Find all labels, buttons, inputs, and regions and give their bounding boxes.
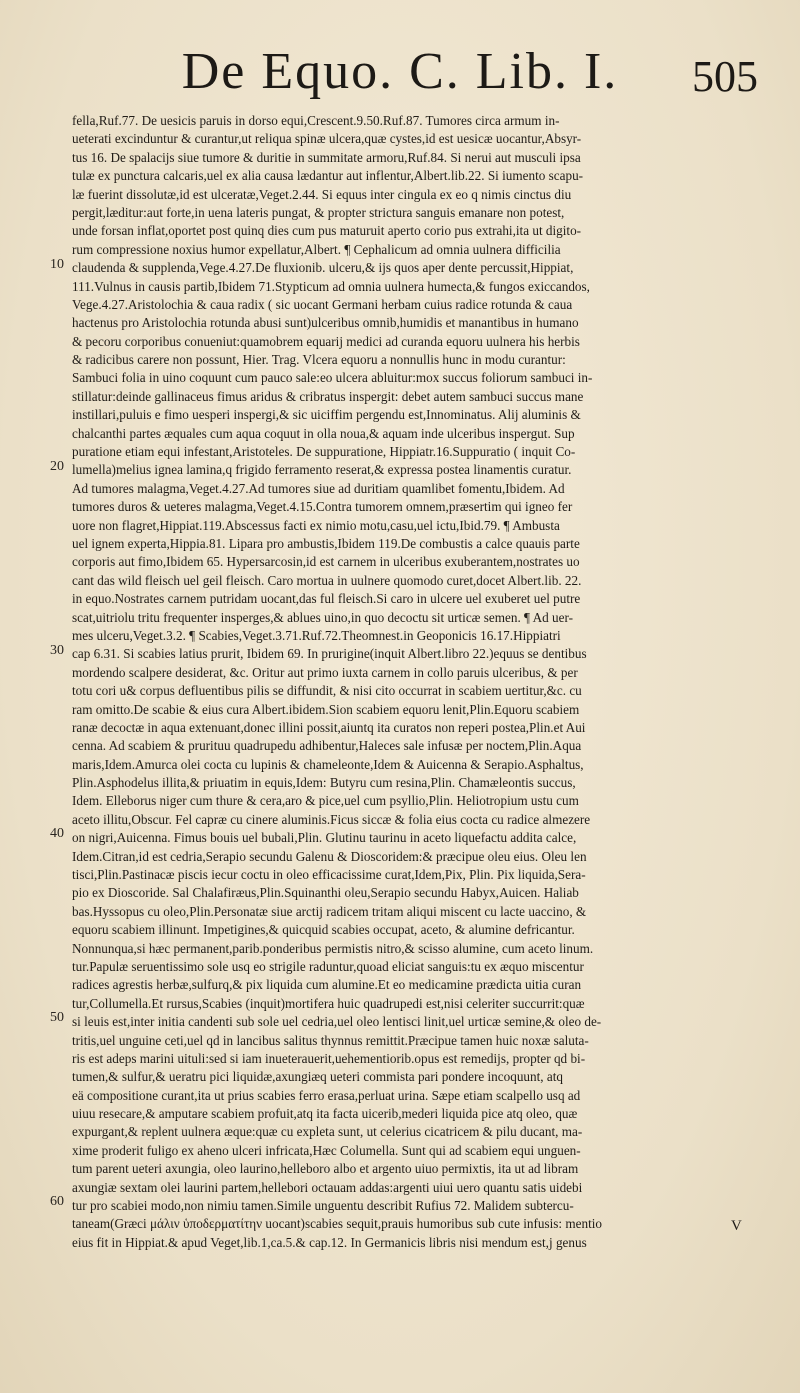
page-header <box>0 40 800 110</box>
text-line: mordendo scalpere desiderat, &c. Oritur aut primo iuxta carnem in collo paruis ulceribus, & per <box>72 664 578 680</box>
signature-mark: V <box>731 1218 742 1234</box>
text-line: & radicibus carere non possunt, Hier. Trag. Vlcera equoru a nonnullis hunc in modu curantur: <box>72 352 566 368</box>
text-line: chalcanthi partes æquales cum aqua coquut in olla noua,& aquam inde ulceribus inspergut. Sup <box>72 425 575 441</box>
line-number-10: 10 <box>50 257 64 272</box>
text-line: totu cori u& corpus defluentibus pilis se diffundit, & nisi cito occurrat in scabiem uertitur,&c. cu <box>72 683 582 699</box>
text-line: on nigri,Auicenna. Fimus bouis uel bubali,Plin. Glutinu taurinu in aceto liquefactu addita calce, <box>72 830 577 846</box>
text-line: in equo.Nostrates carnem putridam uocant,das ful fleisch.Si caro in ulcere uel exuberet uel putre <box>72 591 581 607</box>
text-line: uiuu resecare,& amputare scabiem profuit,atq ita facta uicerib,mederi liquida pice atq oleo, quæ <box>72 1106 578 1122</box>
text-line: equoru scabiem illinunt. Impetigines,& quicquid scabies occupat, aceto, & alumine defricantur. <box>72 922 575 938</box>
text-line: hactenus pro Aristolochia rotunda abusi sunt)ulceribus omnib,humidis et manantibus in humano <box>72 315 579 331</box>
text-line: pio ex Dioscoride. Sal Chalafiræus,Plin.Squinanthi oleu,Serapio secundu Habyx,Auicen. Haliab <box>72 885 579 901</box>
text-line: corporis aut fimo,Ibidem 65. Hypersarcosin,id est carnem in ulceribus exuberantem,nostrates uo <box>72 554 580 570</box>
text-line: eius fit in Hippiat.& apud Veget,lib.1,ca.5.& cap.12. In Germanicis libris nisi mendum est,j genus <box>72 1234 587 1250</box>
text-line: Ad tumores malagma,Veget.4.27.Ad tumores siue ad duritiam quamlibet fomentu,Ibidem. Ad <box>72 480 565 496</box>
text-line: xime proderit fuligo ex aheno ulceri infricata,Hæc Columella. Sunt qui ad scabiem equi unguen- <box>72 1142 581 1158</box>
line-number-40: 40 <box>50 826 64 841</box>
line-number-30: 30 <box>50 643 64 658</box>
text-line: ranæ decoctæ in aqua extenuant,donec illini possit,aiuntq ita curatos non reperi postea,Plin.et Aui <box>72 719 586 735</box>
line-number-20: 20 <box>50 459 64 474</box>
text-line: scat,uitriolu tritu frequenter insperges,& ablues uino,in quo decoctu sit urticæ semen. ¶ Ad uer- <box>72 609 573 625</box>
margin-line-numbers <box>0 112 64 1312</box>
text-line: cap 6.31. Si scabies latius prurit, Ibidem 69. In prurigine(inquit Albert.libro 22.)equus se dentibus <box>72 646 587 662</box>
text-line: uore non flagret,Hippiat.119.Abscessus facti ex nimio motu,casu,uel ictu,Ibid.79. ¶ Ambusta <box>72 517 560 533</box>
text-line: ris est adeps marini uituli:sed si iam inueterauerit,uehementiorib.opus est remedijs, propter qd bi- <box>72 1050 586 1066</box>
text-line: Plin.Asphodelus illita,& priuatim in equis,Idem: Butyru cum resina,Plin. Chamæleontis succus, <box>72 775 576 791</box>
text-line: pergit,læditur:aut forte,in uena lateris pungat, & propter strictura sanguis emanare non potest, <box>72 204 565 220</box>
text-line: læ fuerint dissolutæ,id est ulceratæ,Veget.2.44. Si equus inter cingula ex eo q nimis cinctus diu <box>72 186 572 202</box>
text-line: maris,Idem.Amurca olei cocta cu lupinis & chameleonte,Idem & Auicenna & Serapio.Asphaltus, <box>72 756 584 772</box>
folio-number: 505 <box>692 52 758 101</box>
text-line: eä compositione curant,ita ut prius scabies ferro erasa,perluat urina. Sæpe etiam scalpello usq ad <box>72 1087 581 1103</box>
text-line: tur.Papulæ seruentissimo sole usq eo strigile raduntur,quoad eliciat sanguis:tu ex æquo miscentur <box>72 958 584 974</box>
text-line: instillari,puluis e fimo uesperi inspergi,& sic uiciffim pergendu est,Innominatus. Alij aluminis & <box>72 407 581 423</box>
text-line: cant das wild fleisch uel geil fleisch. Caro mortua in uulnere quomodo curet,docet Albert.lib. 22. <box>72 572 582 588</box>
text-line: cenna. Ad scabiem & prurituu quadrupedu adhibentur,Haleces sale infusæ per noctem,Plin.Aqua <box>72 738 582 754</box>
text-line: ueterati excinduntur & curantur,ut reliqua spinæ ulcera,quæ cystes,id est uesicæ uocantur,Absyr- <box>72 131 582 147</box>
text-line: tum parent ueteri axungia, oleo laurino,helleboro albo et argento uiuo permixtis, ita ut ad libram <box>72 1161 579 1177</box>
text-line: tisci,Plin.Pastinacæ piscis iecur coctu in oleo efficacissime curat,Idem,Pix, Plin. Pix liquida,Sera- <box>72 867 586 883</box>
text-line: ram omitto.De scabie & eius cura Albert.ibidem.Sion scabiem equoru lenit,Plin.Equoru scabiem <box>72 701 580 717</box>
line-number-50: 50 <box>50 1010 64 1025</box>
text-line: Idem. Elleborus niger cum thure & cera,aro & pice,uel cum psyllio,Plin. Heliotropium ustu cum <box>72 793 579 809</box>
text-line: Vege.4.27.Aristolochia & caua radix ( sic uocant Germani herbam cuius radice rotunda & caua <box>72 296 573 312</box>
text-line: claudenda & supplenda,Vege.4.27.De fluxionib. ulceru,& ijs quos aper dente percussit,Hippiat, <box>72 260 574 276</box>
text-line: mes ulceru,Veget.3.2. ¶ Scabies,Veget.3.71.Ruf.72.Theomnest.in Geoponicis 16.17.Hippiatri <box>72 627 561 643</box>
text-line: expurgant,& replent uulnera æque:quæ cu expleta sunt, ut celerius cicatricem & pilu ducant, ma- <box>72 1124 583 1140</box>
text-line: tumen,& sulfur,& ueratru pici liquidæ,axungiæq ueteri commista pari pondere incoquunt, atq <box>72 1069 563 1085</box>
text-line: tritis,uel unguine ceti,uel qd in lancibus salitus thynnus remittit.Præcipue tamen huic noxæ saluta- <box>72 1032 589 1048</box>
text-line: unde forsan inflat,oportet post quinq dies cum pus maturuit aperto corio pus extrahi,ita ut digito- <box>72 223 582 239</box>
text-line: lumella)melius ignea lamina,q frigido ferramento reserat,& expressa postea linamentis curatur. <box>72 462 572 478</box>
text-line: Sambuci folia in uino coquunt cum pauco sale:eo ulcera abluitur:mox succus foliorum sambuci in- <box>72 370 593 386</box>
text-line: rum compressione noxius humor expellatur,Albert. ¶ Cephalicum ad omnia uulnera difficilia <box>72 241 561 257</box>
line-number-60: 60 <box>50 1194 64 1209</box>
text-line: Idem.Citran,id est cedria,Serapio secundu Galenu & Dioscoridem:& præcipue oleu eius. Oleu len <box>72 848 587 864</box>
text-line: si leuis est,inter initia candenti sub sole uel cedria,uel oleo lentisci linit,uel urticæ semine,& oleo de- <box>72 1014 602 1030</box>
text-line: puratione etiam equi infestant,Aristoteles. De suppuratione, Hippiatr.16.Suppuratio ( inquit Co- <box>72 444 576 460</box>
text-line: stillatur:deinde gallinaceus fimus aridus & cribratus inspergit: debet autem sambuci succus mane <box>72 388 584 404</box>
text-line: & pecoru corporibus conueniut:quamobrem equarij medici ad curanda equoru uulnera his herbis <box>72 333 580 349</box>
text-line: bas.Hyssopus cu oleo,Plin.Personatæ siue arctij radicem tritam aliqui miscent cu lacte uaccino, & <box>72 903 587 919</box>
text-line: Nonnunqua,si hæc permanent,parib.ponderibus permistis nitro,& scisso alumine, cum aceto linum. <box>72 940 594 956</box>
text-line: tur,Collumella.Et rursus,Scabies (inquit)mortifera huic quadrupedi est,nisi celeriter succurrit:quæ <box>72 995 585 1011</box>
text-line: taneam(Græci μάλιν ὑποδερματίτην uocant)scabies sequit,prauis humoribus sub cute infusis: mentio <box>72 1216 602 1232</box>
text-line: aceto illitu,Obscur. Fel capræ cu cinere aluminis.Ficus siccæ & folia eius cocta cu radice almezere <box>72 811 591 827</box>
text-line: axungiæ sextam olei laurini partem,hellebori octauam addas:argenti uiui uero quantu satis uidebi <box>72 1179 583 1195</box>
text-line: 111.Vulnus in causis partib,Ibidem 71.Stypticum ad omnia uulnera humecta,& fungos exiccandos, <box>72 278 590 294</box>
text-line: radices agrestis herbæ,sulfurq,& pix liquida cum alumine.Et eo medicamine prædicta uitia curan <box>72 977 582 993</box>
text-line: tumores duros & ueteres malagma,Veget.4.15.Contra tumorem omnem,præsertim qui igneo fer <box>72 499 573 515</box>
running-head: De Equo. C. Lib. I. <box>181 43 619 100</box>
text-line: tur pro scabiei modo,non nimiu tamen.Simile unguentu describit Rufius 72. Malidem subtercu- <box>72 1198 574 1214</box>
text-line: tus 16. De spalacijs siue tumore & duritie in summitate armoru,Ruf.84. Si nerui aut musculi ipsa <box>72 149 581 165</box>
text-line: tulæ ex punctura calcaris,uel ex alia causa lædantur aut inflentur,Albert.lib.22. Si iumento scapu- <box>72 168 584 184</box>
text-line: uel ignem experta,Hippia.81. Lipara pro ambustis,Ibidem 119.De combustis a calce quauis parte <box>72 535 580 551</box>
body-text <box>72 112 774 1252</box>
text-line: fella,Ruf.77. De uesicis paruis in dorso equi,Crescent.9.50.Ruf.87. Tumores circa armum in- <box>72 113 560 128</box>
